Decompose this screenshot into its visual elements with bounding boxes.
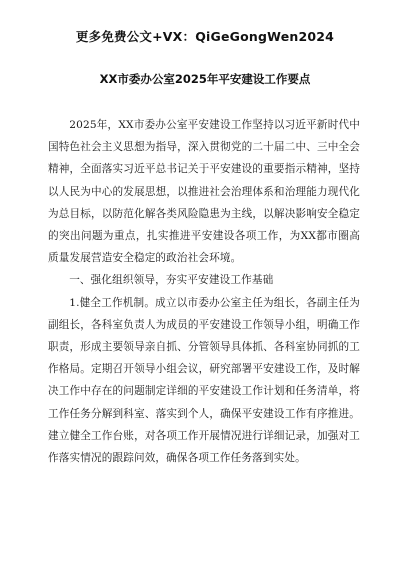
promo-header: 更多免费公文+VX：QiGeGongWen2024 (75, 29, 335, 44)
intro-paragraph: 2025年，XX市委办公室平安建设工作坚持以习近平新时代中国特色社会主义思想为指导，深入贯彻党的二十届二中、三中全会精神，全面落实习近平总书记关于平安建设的重要指示精神，坚持以人民为中心的发展思想，以推进社会治理体系和治理能力现代化为总目标，以防范化解各类风险隐患为主线，以解决影响安全稳定的突出问题为重点，扎实推进平安建设各项工作，为XX都市圈高质量发展营造安全稳定的政治社会环境。 (48, 119, 360, 265)
document-title: XX市委办公室2025年平安建设工作要点 (99, 72, 311, 86)
document-body (48, 114, 360, 469)
section-heading: 一、强化组织领导，夯实平安建设工作基础 (69, 274, 274, 287)
body-paragraph: 1.健全工作机制。成立以市委办公室主任为组长，各副主任为副组长，各科室负责人为成员的平安建设工作领导小组，明确工作职责，形成主要领导亲自抓、分管领导具体抓、各科室协同抓的工作格局。定期召开领导小组会议，研究部署平安建设工作，及时解决工作中存在的问题制定详细的平安建设工作计划和任务清单，将工作任务分解到科室、落实到个人，确保平安建设工作有序推进。建立健全工作台账，对各项工作开展情况进行详细记录，加强对工作落实情况的跟踪问效，确保各项工作任务落到实处。 (48, 296, 360, 465)
